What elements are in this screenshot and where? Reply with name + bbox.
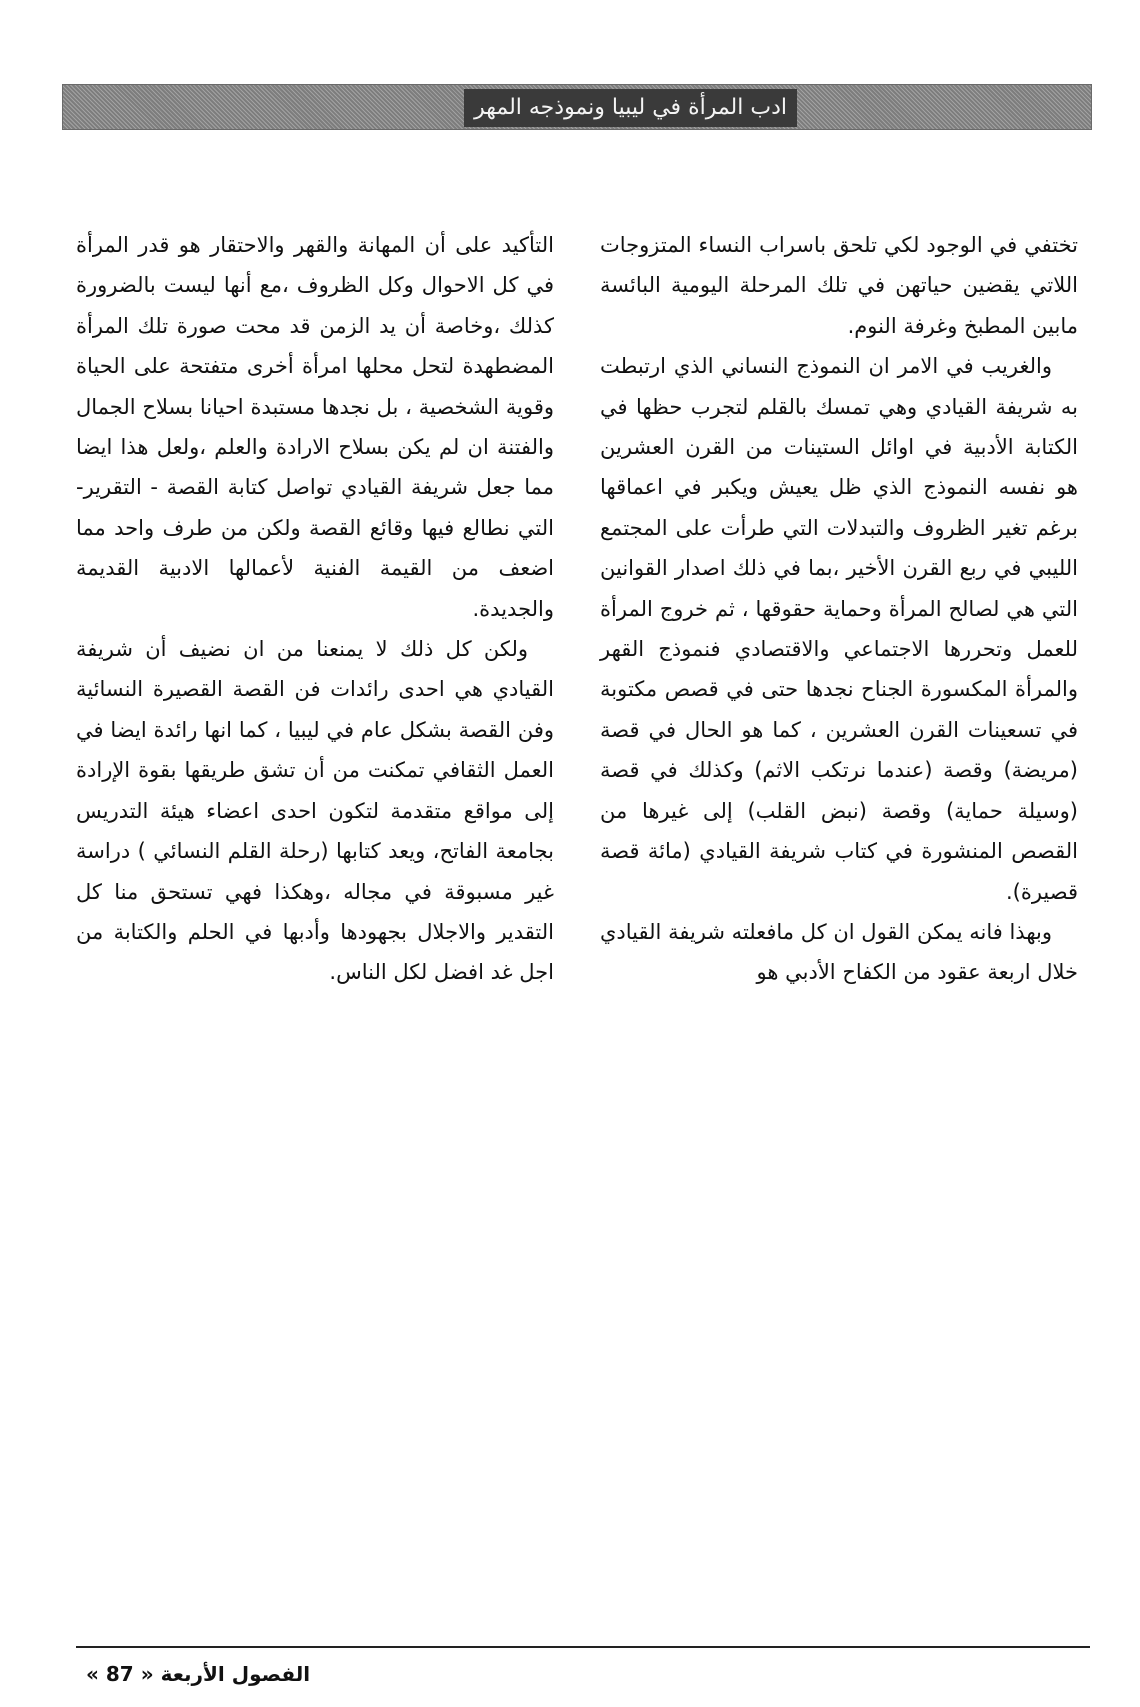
text-column-left (76, 225, 554, 993)
running-header-title: ادب المرأة في ليبيا ونموذجه المهر (464, 89, 797, 127)
text-column-right (600, 225, 1078, 993)
running-header-bar (62, 84, 1092, 130)
paragraph: التأكيد على أن المهانة والقهر والاحتقار هو قدر المرأة في كل الاحوال وكل الظروف ،مع أنها ليست بالضرورة كذلك ،وخاصة أن يد الزمن قد محت صورة تلك المرأة المضطهدة لتحل محلها امرأة أخرى متفتحة على الحياة وقوية الشخصية ، بل نجدها مستبدة احيانا بسلاح الجمال والفتنة ان لم يكن بسلاح الارادة والعلم ،ولعل هذا ايضا مما جعل شريفة القيادي تواصل كتابة القصة - التقرير- التي نطالع فيها وقائع القصة ولكن من طرف واحد مما اضعف من القيمة الفنية لأعمالها الادبية القديمة والجديدة. (76, 233, 554, 621)
paragraph: تختفي في الوجود لكي تلحق باسراب النساء المتزوجات اللاتي يقضين حياتهن في تلك المرحلة اليومية البائسة مابين المطبخ وغرفة النوم. (600, 233, 1078, 338)
page-footer: الفصول الأربعة « 87 » (86, 1662, 311, 1686)
paragraph: وبهذا فانه يمكن القول ان كل مافعلته شريفة القيادي خلال اربعة عقود من الكفاح الأدبي هو (600, 919, 1078, 985)
paragraph: ولكن كل ذلك لا يمنعنا من ان نضيف أن شريفة القيادي هي احدى رائدات فن القصة القصيرة النسائية وفن القصة بشكل عام في ليبيا ، كما انها رائدة ايضا في العمل الثقافي تمكنت من أن تشق طريقها بقوة الإرادة إلى مواقع متقدمة لتكون احدى اعضاء هيئة التدريس بجامعة الفاتح، ويعد كتابها (رحلة القلم النسائي ) دراسة غير مسبوقة في مجاله ،وهكذا فهي تستحق منا كل التقدير والاجلال بجهودها وأدبها في الحلم والكتابة من اجل غد افضل لكل الناس. (76, 637, 554, 985)
paragraph: والغريب في الامر ان النموذج النساني الذي ارتبطت به شريفة القيادي وهي تمسك بالقلم لتجرب حظها في الكتابة الأدبية في اوائل الستينات من القرن العشرين هو نفسه النموذج الذي ظل يعيش ويكبر في اعماقها برغم تغير الظروف والتبدلات التي طرأت على المجتمع الليبي في ربع القرن الأخير ،بما في ذلك اصدار القوانين التي هي لصالح المرأة وحماية حقوقها ، ثم خروج المرأة للعمل وتحررها الاجتماعي والاقتصادي فنموذج القهر والمرأة المكسورة الجناح نجدها حتى في قصص مكتوبة في تسعينات القرن العشرين ، كما هو الحال في قصة (مريضة) وقصة (عندما نرتكب الاثم) وكذلك في قصة (وسيلة حماية) وقصة (نبض القلب) إلى غيرها من القصص المنشورة في كتاب شريفة القيادي (مائة قصة قصيرة). (600, 354, 1078, 904)
footer-divider (76, 1646, 1090, 1648)
